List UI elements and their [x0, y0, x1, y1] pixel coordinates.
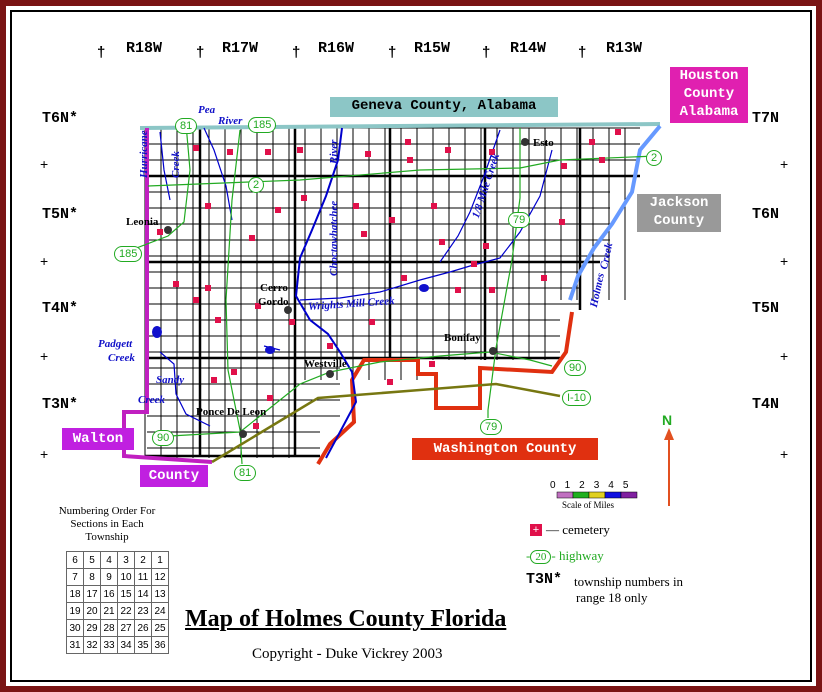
cemetery-marker	[431, 203, 437, 209]
township-label-left: T4N*	[42, 300, 79, 317]
range-label: R17W	[222, 40, 259, 57]
cemetery-marker	[249, 235, 255, 241]
tick-arrow: +	[780, 446, 789, 462]
creek-pea-river: River	[218, 115, 243, 127]
section-number: 28	[101, 620, 118, 637]
cemetery-marker	[615, 129, 621, 135]
township-label-left: T6N*	[42, 110, 79, 127]
numbering-heading: Numbering Order For Sections in Each Township	[58, 505, 156, 543]
section-number: 30	[67, 620, 84, 637]
cemetery-marker	[387, 379, 393, 385]
range-label: R16W	[318, 40, 355, 57]
walton-county-label-2: County	[140, 465, 208, 487]
highway-shield-i10: I-10	[562, 390, 591, 406]
tick-arrow: +	[780, 156, 789, 172]
highway-shield-h185b: 185	[114, 246, 142, 262]
section-number: 10	[118, 569, 135, 586]
creek-choctawhatchee: Choctawhatchee	[328, 200, 340, 276]
section-number: 29	[84, 620, 101, 637]
section-number: 18	[67, 586, 84, 603]
scale-ticks: 012345	[550, 480, 638, 491]
section-number: 14	[135, 586, 152, 603]
cemetery-marker	[215, 317, 221, 323]
highway-shield-h2b: 2	[646, 150, 662, 166]
range-tick: †	[196, 44, 205, 61]
cemetery-marker	[369, 319, 375, 325]
range-tick: †	[388, 44, 397, 61]
section-number: 13	[152, 586, 169, 603]
tick-arrow: +	[40, 156, 49, 172]
tick-arrow: +	[780, 348, 789, 364]
cemetery-marker	[173, 281, 179, 287]
scale-bar	[557, 492, 637, 498]
range-label: R15W	[414, 40, 451, 57]
section-number: 17	[84, 586, 101, 603]
section-number: 22	[118, 603, 135, 620]
scale-segment	[573, 492, 589, 498]
creek-sandy-creek: Creek	[138, 394, 165, 406]
section-number: 1	[152, 552, 169, 569]
cemetery-marker	[559, 219, 565, 225]
cemetery-marker	[445, 147, 451, 153]
scale-segment	[589, 492, 605, 498]
creek-choctawhatchee-river: River	[328, 139, 340, 164]
cemetery-marker	[327, 343, 333, 349]
range-tick: †	[97, 44, 106, 61]
creek-holmes-creek: Creek	[598, 241, 616, 271]
town-esto: Esto	[533, 137, 554, 149]
north-label: N	[662, 412, 673, 428]
township-label-right: T5N	[752, 300, 780, 317]
tick-arrow: +	[40, 446, 49, 462]
section-number: 32	[84, 637, 101, 654]
section-number: 21	[101, 603, 118, 620]
township-label-right: T4N	[752, 396, 780, 413]
cemetery-marker	[253, 423, 259, 429]
range-label: R18W	[126, 40, 163, 57]
highway-shield-h81b: 81	[234, 465, 256, 481]
section-number: 2	[135, 552, 152, 569]
creek-hurricane: Hurricane	[138, 130, 150, 178]
north-arrow	[664, 428, 674, 506]
town-gordo: Gordo	[258, 296, 289, 308]
range-tick: †	[292, 44, 301, 61]
section-number: 9	[101, 569, 118, 586]
township-label-left: T3N*	[42, 396, 79, 413]
cemetery-marker	[205, 203, 211, 209]
legend-township-text: township numbers in	[574, 574, 684, 589]
section-number: 15	[118, 586, 135, 603]
section-number: 31	[67, 637, 84, 654]
cemetery-marker	[157, 229, 163, 235]
cemetery-marker	[361, 231, 367, 237]
highway-shield-h79b: 79	[480, 419, 502, 435]
section-number: 34	[118, 637, 135, 654]
cemetery-marker	[275, 207, 281, 213]
map-title: Map of Holmes County Florida	[185, 606, 507, 632]
section-number: 27	[118, 620, 135, 637]
highway-shield-h185a: 185	[248, 117, 276, 133]
creek-hurricane-creek: Creek	[170, 151, 182, 178]
cemetery-marker	[353, 203, 359, 209]
cemetery-marker	[401, 275, 407, 281]
tick-arrow: +	[780, 253, 789, 269]
highway-shield-h90b: 90	[152, 430, 174, 446]
legend-township-sample: T3N*	[526, 571, 563, 588]
houston-county-label: Houston County Alabama	[670, 67, 748, 123]
cemetery-marker	[589, 139, 595, 145]
range-tick: †	[482, 44, 491, 61]
town-bonifay: Bonifay	[444, 332, 481, 344]
section-numbering-table	[66, 551, 169, 654]
cemetery-marker	[599, 157, 605, 163]
scale-segment	[557, 492, 573, 498]
section-number: 25	[152, 620, 169, 637]
section-number: 20	[84, 603, 101, 620]
section-number: 35	[135, 637, 152, 654]
section-number: 24	[152, 603, 169, 620]
township-label-right: T7N	[752, 110, 780, 127]
town-cerro: Cerro	[260, 282, 288, 294]
section-number: 8	[84, 569, 101, 586]
scale-label: Scale of Miles	[562, 500, 614, 510]
cemetery-marker	[541, 275, 547, 281]
washington-county-label: Washington County	[412, 438, 598, 460]
creek-padgett: Padgett	[98, 338, 133, 350]
cemetery-marker	[227, 149, 233, 155]
cemetery-marker	[489, 287, 495, 293]
creek-eighth-mile: 1/8 Mile Creek	[470, 152, 503, 220]
cemetery-marker	[483, 243, 489, 249]
section-number: 12	[152, 569, 169, 586]
cemetery-marker	[289, 319, 295, 325]
section-number: 6	[67, 552, 84, 569]
cemetery-marker	[439, 239, 445, 245]
jackson-county-label: Jackson County	[637, 194, 721, 232]
range-label: R14W	[510, 40, 547, 57]
cemetery-marker	[365, 151, 371, 157]
cemetery-marker	[407, 157, 413, 163]
section-number: 5	[84, 552, 101, 569]
legend-township-text-2: range 18 only	[576, 590, 648, 605]
geneva-county-label: Geneva County, Alabama	[330, 97, 558, 117]
cemetery-marker	[265, 149, 271, 155]
cemetery-icon: +	[530, 524, 542, 536]
tick-arrow: +	[40, 348, 49, 364]
walton-county-label: Walton	[62, 428, 134, 450]
cemetery-marker	[429, 361, 435, 367]
section-number: 23	[135, 603, 152, 620]
section-number: 16	[101, 586, 118, 603]
cemetery-marker	[211, 377, 217, 383]
highway-shield-h79a: 79	[508, 212, 530, 228]
cemetery-marker	[267, 395, 273, 401]
township-label-right: T6N	[752, 206, 780, 223]
cemetery-marker	[297, 147, 303, 153]
creek-holmes: Holmes	[588, 271, 607, 309]
highway-shield-icon: 20	[530, 550, 551, 564]
creek-sandy: Sandy	[156, 374, 185, 386]
section-number: 19	[67, 603, 84, 620]
cemetery-marker	[231, 369, 237, 375]
legend-cemetery: — cemetery	[546, 522, 610, 537]
town-ponce-de-leon: Ponce De Leon	[196, 406, 267, 418]
copyright: Copyright - Duke Vickrey 2003	[252, 646, 443, 662]
cemetery-marker	[205, 285, 211, 291]
highway-shield-h81a: 81	[175, 118, 197, 134]
creek-wrights-mill: Wrights Mill Creek	[307, 294, 395, 314]
cemetery-marker	[561, 163, 567, 169]
cemetery-marker	[405, 139, 411, 145]
cemetery-marker	[455, 287, 461, 293]
scale-segment	[605, 492, 621, 498]
cemetery-marker	[193, 297, 199, 303]
cemetery-marker	[193, 145, 199, 151]
section-number: 11	[135, 569, 152, 586]
creek-padgett-creek: Creek	[108, 352, 135, 364]
range-tick: †	[578, 44, 587, 61]
township-label-left: T5N*	[42, 206, 79, 223]
town-westville: Westville	[304, 358, 347, 370]
tick-arrow: +	[40, 253, 49, 269]
section-number: 4	[101, 552, 118, 569]
highway-shield-h90a: 90	[564, 360, 586, 376]
town-leonia: Leonia	[126, 216, 159, 228]
section-number: 7	[67, 569, 84, 586]
cemetery-marker	[389, 217, 395, 223]
highway-shield-h2a: 2	[248, 177, 264, 193]
cemetery-marker	[471, 261, 477, 267]
creek-pea: Pea	[198, 104, 216, 116]
section-number: 3	[118, 552, 135, 569]
section-number: 36	[152, 637, 169, 654]
cemetery-marker	[301, 195, 307, 201]
legend-highway: - 20 - highway	[526, 548, 604, 563]
range-label: R13W	[606, 40, 643, 57]
section-number: 33	[101, 637, 118, 654]
section-number: 26	[135, 620, 152, 637]
scale-segment	[621, 492, 637, 498]
